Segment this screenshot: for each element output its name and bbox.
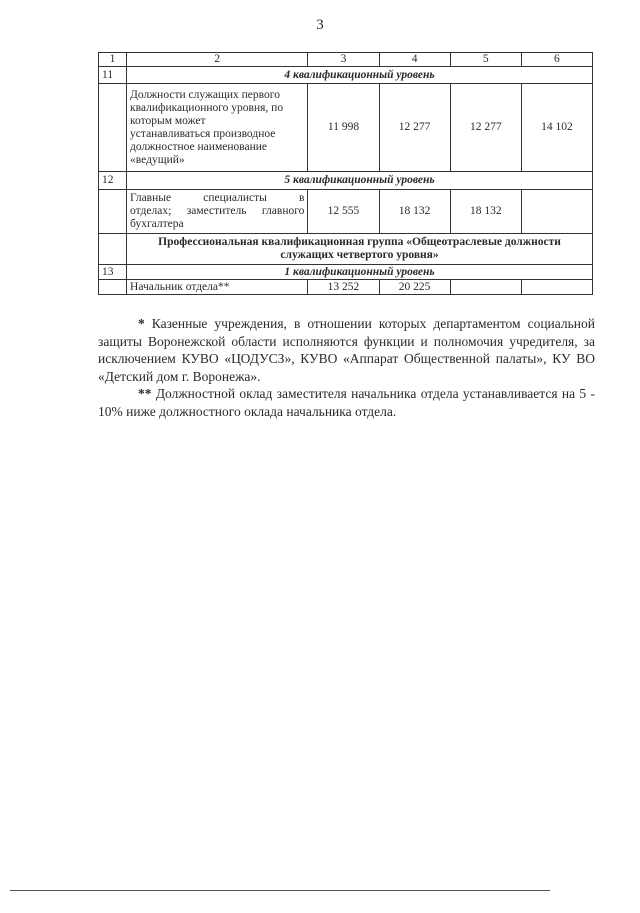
salary-value bbox=[450, 280, 521, 295]
position-name bbox=[127, 190, 308, 234]
level-row bbox=[99, 172, 593, 190]
row-number: 12 bbox=[99, 172, 127, 190]
salary-value: 12 555 bbox=[308, 190, 379, 234]
table-header-row bbox=[99, 53, 593, 67]
salary-value bbox=[521, 190, 592, 234]
page-number: 3 bbox=[316, 17, 324, 33]
footnote-text: Казенные учреждения, в отношении которых департаментом социальной защиты Воронежской области исполняются функции и полномочия учредителя, за исключением КУВО «ЦОДУСЗ», КУВО «Аппарат Общественной палаты», КУ ВО «Детский дом г. Воронежа». bbox=[98, 316, 595, 384]
salary-value: 12 277 bbox=[379, 84, 450, 172]
salary-value: 20 225 bbox=[379, 280, 450, 295]
name-line: отделах; заместитель главного bbox=[130, 205, 305, 217]
qualification-level-title: 5 квалификационный уровень bbox=[127, 172, 593, 190]
salary-table bbox=[98, 52, 593, 295]
salary-value: 18 132 bbox=[379, 190, 450, 234]
footnote-2 bbox=[98, 385, 595, 420]
position-name: Начальник отдела** bbox=[127, 280, 308, 295]
row-number: 13 bbox=[99, 265, 127, 280]
table-row bbox=[99, 190, 593, 234]
salary-value bbox=[521, 280, 592, 295]
qualification-level-title: 1 квалификационный уровень bbox=[127, 265, 593, 280]
footnotes bbox=[98, 315, 595, 420]
footnote-marker: * bbox=[138, 316, 145, 331]
row-number: 11 bbox=[99, 67, 127, 84]
name-line: которым может bbox=[130, 114, 206, 127]
header-cell: 2 bbox=[127, 53, 308, 67]
footnote-marker: ** bbox=[138, 386, 152, 401]
salary-value: 11 998 bbox=[308, 84, 379, 172]
group-title-line: служащих четвертого уровня» bbox=[280, 249, 439, 261]
header-cell: 4 bbox=[379, 53, 450, 67]
header-cell: 5 bbox=[450, 53, 521, 67]
bottom-rule bbox=[10, 890, 550, 891]
name-line: должностное наименование bbox=[130, 140, 268, 153]
name-line: бухгалтера bbox=[130, 218, 184, 230]
group-title-row bbox=[99, 234, 593, 265]
footnote-text: Должностной оклад заместителя начальника отдела устанавливается на 5 - 10% ниже должностного оклада начальника отдела. bbox=[98, 386, 595, 419]
position-name bbox=[127, 84, 308, 172]
name-line: Главные специалисты в bbox=[130, 192, 305, 204]
name-line: устанавливаться производное bbox=[130, 127, 276, 140]
empty-cell bbox=[99, 280, 127, 295]
name-line: «ведущий» bbox=[130, 153, 185, 166]
group-title-line: Профессиональная квалификационная группа «Общеотраслевые должности bbox=[158, 236, 561, 248]
name-line: Должности служащих первого bbox=[130, 88, 280, 101]
level-row bbox=[99, 67, 593, 84]
qualification-level-title: 4 квалификационный уровень bbox=[127, 67, 593, 84]
name-line: квалификационного уровня, по bbox=[130, 101, 284, 114]
footnote-1 bbox=[98, 315, 595, 385]
salary-value: 12 277 bbox=[450, 84, 521, 172]
header-cell: 6 bbox=[521, 53, 592, 67]
empty-cell bbox=[99, 84, 127, 172]
table-row bbox=[99, 280, 593, 295]
table-row bbox=[99, 84, 593, 172]
salary-value: 14 102 bbox=[521, 84, 592, 172]
header-cell: 1 bbox=[99, 53, 127, 67]
empty-cell bbox=[99, 190, 127, 234]
level-row bbox=[99, 265, 593, 280]
salary-value: 18 132 bbox=[450, 190, 521, 234]
empty-cell bbox=[99, 234, 127, 265]
header-cell: 3 bbox=[308, 53, 379, 67]
salary-value: 13 252 bbox=[308, 280, 379, 295]
professional-group-title bbox=[127, 234, 593, 265]
